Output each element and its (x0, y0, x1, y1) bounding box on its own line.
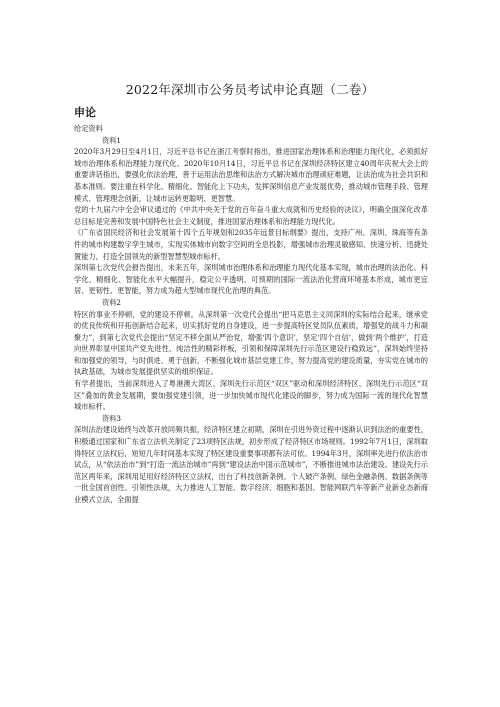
section-heading: 申论 (74, 106, 96, 119)
material-label: 资料1 (102, 135, 121, 145)
paragraph: 2020年3月29日至4月1日，习近平总书记在浙江考察时指出，推进国家治理体系和治理能力现代化，必须抓好城市治理体系和治理能力现代化。2020年10月14日，习近平总书记在深圳经济特区建立40周年庆祝大会上的重要讲话指出，要强化依法治理，善于运用法治思维和法治方式解决城市治理顽症难题，让法治成为社会共识和基本准则。要注重在科学化、精细化、智能化上下功夫，发挥深圳信息产业发展优势，推动城市管理手段、管理模式、管理理念创新，让城市运转更聪明、更智慧。 (74, 147, 428, 203)
paragraph: 《广东省国民经济和社会发展第十四个五年规划和2035年远景目标纲要》提出，支持广州、深圳、珠海等有条件的城市构建数字孪生城市，实现实体城市向数字空间的全息投影，增强城市治理灵敏感知、快速分析、迅捷处置能力，打造全国领先的新型智慧型城市标杆。 (74, 228, 428, 261)
document-title: 2022年深圳市公务员考试申论真题（二卷） (125, 82, 375, 97)
paragraph: 特区的事业不停顿，党的建设不停顿。从深圳第一次党代会提出“把马克思主义同深圳的实际结合起来，继承党的优良传统和开拓创新结合起来，切实抓好党的自身建设，进一步提高特区党员队伍素质，增强党的战斗力和凝聚力”，到第七次党代会提出“坚定不移全面从严治党，增强‘四个意识’，坚定‘四个自信’，做到‘两个维护’，打造向世界彰显中国共产党先进性、纯洁性的精彩样板，引领和保障深圳先行示范区建设行稳致远”，深圳始终坚持和加强党的领导，与时俱进、勇于创新，不断强化城市基层党建工作，努力提高党的建设质量，夯实党在城市的执政基础，为城市发展提供坚实的组织保证。 (74, 309, 428, 377)
paragraph: 深圳法治建设始终与改革开放同频共振，经济特区建立初期，深圳在引进外资过程中逐渐认识到法治的重要性，积极通过国家和广东省立法机关制定了23项特区法规，初步形成了经济特区市场规则。1992年7月1日，深圳取得特区立法权后，短短几年时间基本实现了特区建设重要事项都有法可依。1994年3月，深圳率先进行依法治市试点，从“依法治市”到“打造一流法治城市”再到“建设法治中国示范城市”，不断推进城市法治建设。建设先行示范区两年来，深圳用足用好经济特区立法权，出台了科技创新条例、个人破产条例、绿色金融条例、数据条例等一批全国首创性、引领性法规，大力推进人工智能、数字经济、细胞和基因、智能网联汽车等新产业新业态新商业模式立法，全面提 (74, 425, 428, 504)
subheading: 给定资料 (74, 124, 103, 133)
material-label: 资料2 (102, 297, 121, 307)
paragraph: 党的十九届六中全会审议通过的《中共中央关于党的百年奋斗重大成就和历史经验的决议》，明确全面深化改革总目标是完善和发展中国特色社会主义制度，推进国家治理体系和治理能力现代化。 (74, 205, 428, 226)
paragraph: 有学者提出，当前深圳进入了粤港澳大湾区、深圳先行示范区“双区”驱动和深圳经济特区、深圳先行示范区“双区”叠加的黄金发展期，要加强党建引领，进一步加快城市现代化建设的脚步，努力成为国际一流的现代化智慧城市标杆。 (74, 379, 428, 412)
material-label: 资料3 (102, 413, 121, 423)
paragraph: 深圳第七次党代会报告提出，未来五年，深圳城市治理体系和治理能力现代化基本实现，城市治理的法治化、科学化、精细化、智能化水平大幅提升，稳定公平透明、可预期的国际一流法治化营商环境基本形成，城市更宜居、更韧性、更智能，努力成为超大型城市现代化治理的典范。 (74, 263, 428, 296)
document-body (74, 106, 428, 506)
